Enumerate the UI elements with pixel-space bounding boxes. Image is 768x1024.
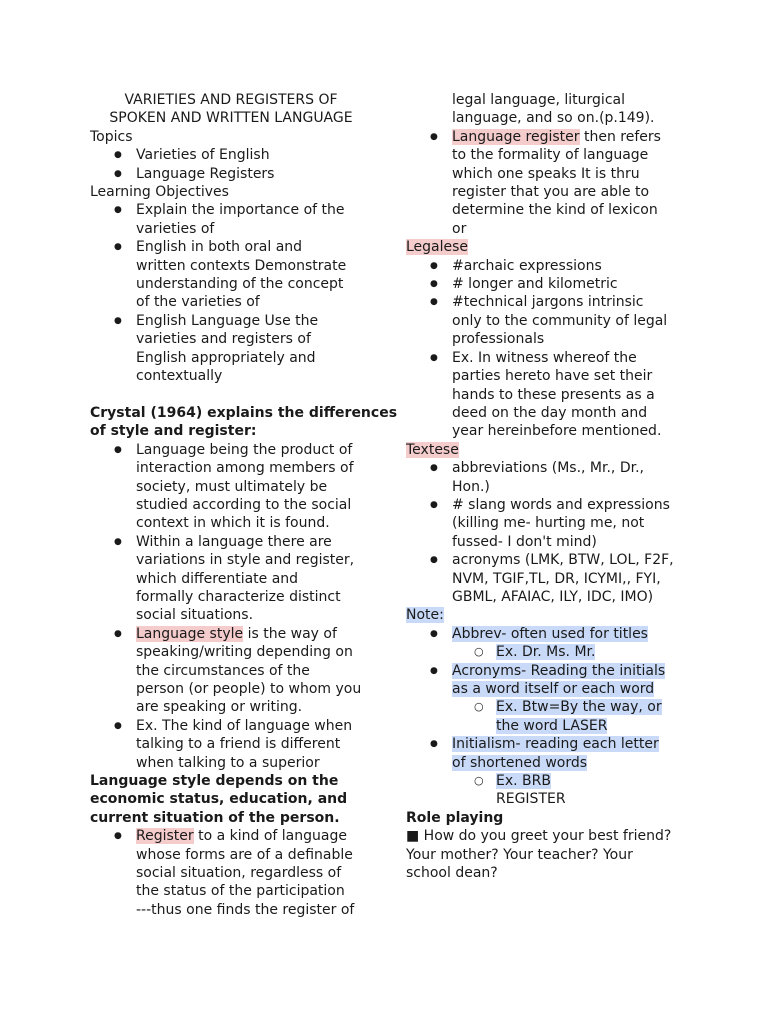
role-line: school dean? xyxy=(406,865,498,882)
note-heading: Note: xyxy=(406,607,444,624)
language-style-term: Language style xyxy=(136,625,244,642)
title-line-1: VARIETIES AND REGISTERS OF xyxy=(124,92,338,108)
note-subitem: ○ Ex. Dr. Ms. Mr. xyxy=(406,643,681,661)
objective-item: ● English in both oral and written contexts Demonstrate understanding of the concept of the varieties of xyxy=(90,238,372,312)
example-point: ● Ex. The kind of language when talking to a friend is different when talking to a superior xyxy=(90,717,372,772)
left-column xyxy=(90,91,398,919)
depends-line: economic status, education, and xyxy=(90,791,348,808)
textese-item: ● # slang words and expressions (killing me- hurting me, not fussed- I don't mind) xyxy=(406,496,681,551)
register-term: Register xyxy=(136,828,194,845)
legalese-item: ● # longer and kilometric xyxy=(406,275,681,293)
depends-line: Language style depends on the xyxy=(90,773,339,790)
note-item: ● Initialism- reading each letter of shortened words xyxy=(406,735,681,772)
note-item: ● Abbrev- often used for titles xyxy=(406,625,681,643)
spacer xyxy=(90,386,372,404)
legalese-item: ● Ex. In witness whereof the parties hereto have set their hands to these presents as a deed on the day month and year hereinbefore mentioned. xyxy=(406,349,681,441)
objectives-label: Learning Objectives xyxy=(90,184,229,201)
objective-item: ● English Language Use the varieties and registers of English appropriately and contextually xyxy=(90,312,372,386)
legalese-item: ● #archaic expressions xyxy=(406,257,681,275)
crystal-heading-1: Crystal (1964) explains the differences xyxy=(90,404,398,421)
crystal-point: ● Within a language there are variations in style and register, which differentiate and formally characterize distinct social situations. xyxy=(90,533,372,625)
register-word: REGISTER xyxy=(496,791,566,808)
objective-item: ● Explain the importance of the varieties of xyxy=(90,201,372,238)
textese-item: ● abbreviations (Ms., Mr., Dr., Hon.) xyxy=(406,459,681,496)
role-line: Your mother? Your teacher? Your xyxy=(406,846,633,863)
topics-label: Topics xyxy=(90,128,133,145)
right-column xyxy=(406,91,681,882)
role-line: ■ How do you greet your best friend? xyxy=(406,828,672,845)
legalese-item: ● #technical jargons intrinsic only to the community of legal professionals xyxy=(406,293,681,348)
language-register-point: ● Language register then refers to the formality of language which one speaks It is thru register that you are able to determine the kind of lexicon or xyxy=(406,128,681,238)
topic-item: ● Varieties of English xyxy=(90,146,372,164)
role-playing-heading: Role playing xyxy=(406,809,504,826)
title-line-2: SPOKEN AND WRITTEN LANGUAGE xyxy=(109,110,353,127)
continued-line: language, and so on.(p.149). xyxy=(452,110,655,127)
note-subitem: ○ Ex. Btw=By the way, or the word LASER xyxy=(406,698,681,735)
note-subitem: ○ Ex. BRB xyxy=(406,772,681,790)
legalese-heading: Legalese xyxy=(406,239,469,256)
language-register-term: Language register xyxy=(452,128,580,145)
topic-item: ● Language Registers xyxy=(90,165,372,183)
textese-item: ● acronyms (LMK, BTW, LOL, F2F, NVM, TGIF,TL, DR, ICYMI,, FYI, GBML, AFAIAC, ILY, IDC, IMO) xyxy=(406,551,681,606)
continued-line: legal language, liturgical xyxy=(452,92,625,108)
language-style-point: ● Language style is the way of speaking/writing depending on the circumstances of the person (or people) to whom you are speaking or writing. xyxy=(90,625,372,717)
depends-line: current situation of the person. xyxy=(90,809,340,826)
note-item: ● Acronyms- Reading the initials as a word itself or each word xyxy=(406,662,681,699)
register-point: ● Register to a kind of language whose forms are of a definable social situation, regardless of the status of the participation ---thus one finds the register of xyxy=(90,827,372,919)
crystal-point: ● Language being the product of interaction among members of society, must ultimately be studied according to the social context in which it is found. xyxy=(90,441,372,533)
textese-heading: Textese xyxy=(406,441,459,458)
crystal-heading-2: of style and register: xyxy=(90,423,257,440)
